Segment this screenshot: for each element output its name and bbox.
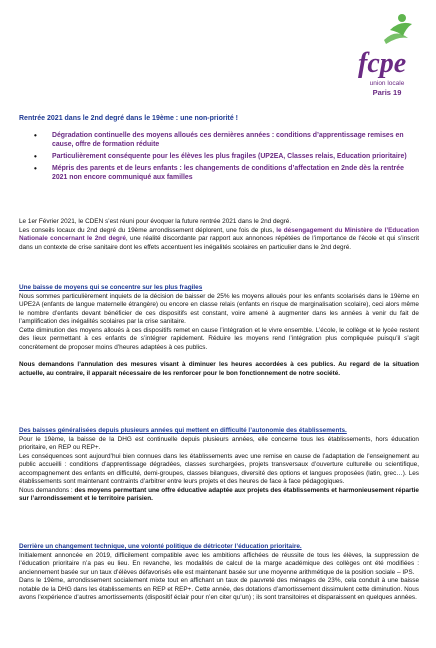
section-demand: Nous demandons l’annulation des mesures visant à diminuer les heures accordées à ces publics. Au regard de la situation actuelle, au contraire, il apparait nécessaire de les renforcer pour le bon fonctionnement de notre société. <box>19 361 419 377</box>
intro-paragraph-2 <box>19 227 419 253</box>
key-point: • Dégradation continuelle des moyens alloués ces dernières années : conditions d’apprentissage remises en cause, offre de formation réduite <box>19 131 419 149</box>
section-heading: Derrière un changement technique, une volonté politique de détricoter l’éducation prioritaire. <box>19 543 302 550</box>
section-paragraph: Pour le 19ème, la baisse de la DHG est continuelle depuis plusieurs années, elle concerne tous les établissements, hors éducation prioritaire, en REP ou REP+. <box>19 435 419 451</box>
section-paragraph: Cette diminution des moyens alloués à ces dispositifs remet en cause l’intégration et le vivre ensemble. L’école, le collège et le lycée restent des lieux permettant à ces enfants de s’intégrer rapidement. Réduire les moyens rend l’intégration plus compliquée puisqu’il s’agit concrètement de proposer moins d’heures adaptées à ces publics. <box>19 326 419 351</box>
intro-highlight: le désengagement du Ministère de l’Education Nationale concernant le 2nd degré <box>19 226 419 242</box>
logo-union-label: union locale <box>369 80 405 87</box>
key-points-list <box>19 131 419 185</box>
page-title <box>19 114 419 123</box>
key-point <box>19 164 419 182</box>
intro-text: Les conseils locaux du 2nd degré du 19ème arrondissement déplorent, une fois de plus, <box>19 226 277 234</box>
section-demand <box>19 487 419 504</box>
logo-wordmark: fcpe <box>358 48 407 79</box>
fcpe-logo <box>356 10 418 106</box>
key-point-text: Mépris des parents et de leurs enfants : les changements de conditions d’affectation en 2nde dès la rentrée 2021 non encore communiqué aux familles <box>52 165 404 181</box>
title-text: Rentrée 2021 dans le 2nd degré dans le 19ème : une non-priorité ! <box>19 115 239 122</box>
fcpe-logo-mark <box>356 10 418 80</box>
section-heading: Des baisses généralisées depuis plusieurs années qui mettent en difficulté l’autonomie des établissements. <box>19 427 347 434</box>
demand-lead: Nous demandons : <box>19 486 75 494</box>
section-education-prioritaire <box>19 543 419 603</box>
intro-text-end: , une réalité discordante par rapport aux annonces répétées de l’importance de l’école et qui s’inscrit dans un contexte de crise sanitaire dont les effets accentuent les inégalités scolaires en particulier dans le 2nd degré. <box>19 235 419 251</box>
demand-text: des moyens permettant une offre éducative adaptée aux projets des établissements et harmonieusement répartie sur l’arrondissement et le territoire parisien. <box>19 486 419 502</box>
section-paragraph: Dans le 19ème, arrondissement socialement mixte tout en affichant un taux de pauvreté des ménages de 23%, cela conduit à une baisse notable de la DHG dans les établissements en REP et REP+. Cette année, des dotations d’amortissement dissimulent cette diminution. Nous avons l’expérience d’autres amortissements (dispositif éclair pour n’en citer qu’un) ; ils sont transitoires et disparaissent en quelques années. <box>19 577 419 601</box>
section-heading: Une baisse de moyens qui se concentre sur les plus fragiles <box>19 284 203 291</box>
section-paragraph: Les conséquences sont aujourd’hui bien connues dans les établissements avec une remise en cause de l’adaptation de l’enseignement au public accueilli : conditions d’apprentissage dégradées, classes surchargées, projets transversaux d’ouverture culturelle ou scientifique, accompagnement des enfants en difficulté, demi-groupes, classes bilangues, diversité des options et langues proposées (latin, grec…). Les établissements sont maintenant contraints d’arbitrer entre leurs projets et des heures de face à face pédagogiques. <box>19 452 419 485</box>
section-fragiles <box>19 284 419 378</box>
key-point: • Particulièrement conséquente pour les élèves les plus fragiles (UP2EA, Classes relais, Education prioritaire) <box>19 152 419 161</box>
section-paragraph: Initialement annoncée en 2019, difficilement compatible avec les ambitions affichées de réussite de tous les élèves, la suppression de l’éducation prioritaire n’a pas eu lieu. En revanche, les modalités de calcul de la marge académique des collèges ont été modifiées : anciennement basée sur un taux d’élèves défavorisés elle est maintenant basée sur une moyenne arithmétique de la position sociale – IPS. <box>19 551 419 576</box>
section-baisses <box>19 427 419 504</box>
intro-block <box>19 218 419 252</box>
logo-city-label: Paris 19 <box>372 88 402 97</box>
intro-paragraph-1: Le 1er Février 2021, le CDEN s’est réuni pour évoquer la future rentrée 2021 dans le 2nd degré. <box>19 218 292 225</box>
section-paragraph: Nous sommes particulièrement inquiets de la décision de baisser de 25% les moyens alloués pour les enfants scolarisés dans le 19ème en UPE2A (enfants de langue maternelle étrangère) ou encore en classe relais (enfants en risque de marginalisation scolaire), ceci alors même le nombre d’enfants devant bénéficier de ces dispositifs est constant, voire amené à augmenter dans les années à venir du fait de l’amplification des inégalités scolaires par la crise sanitaire. <box>19 292 419 325</box>
